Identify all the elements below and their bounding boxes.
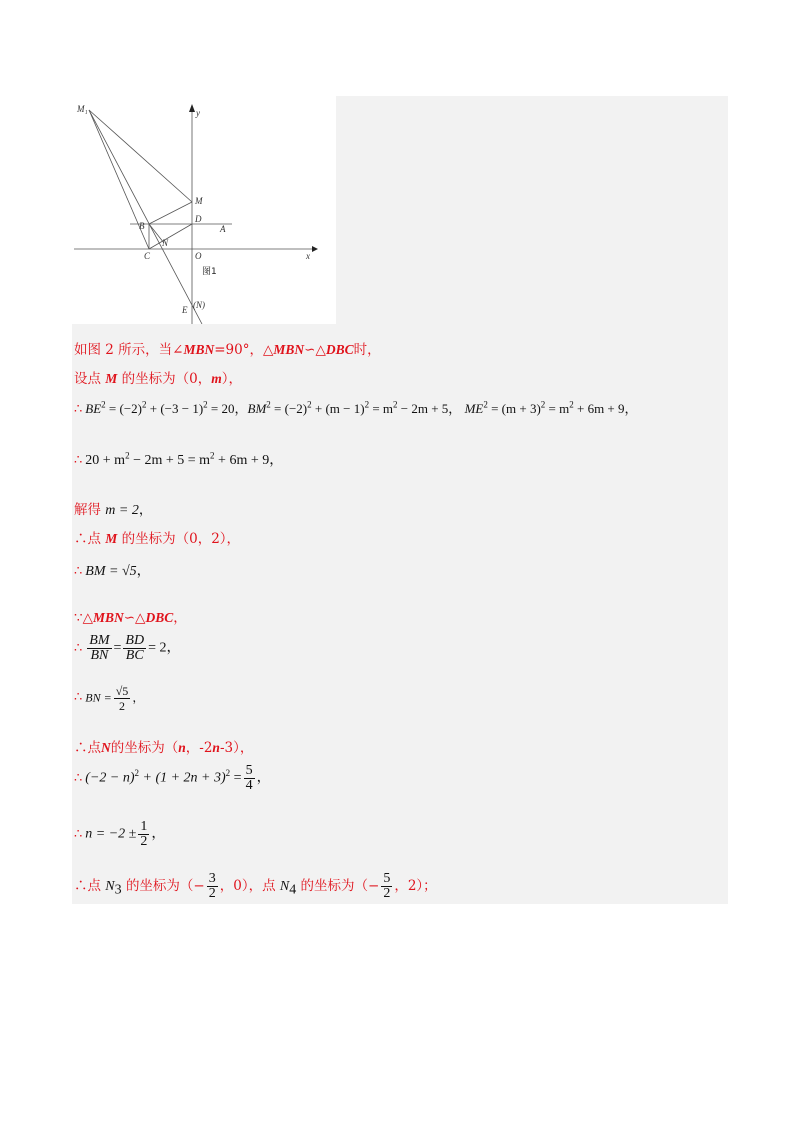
line-1	[74, 338, 381, 358]
text: ∽△	[123, 610, 146, 626]
sup: 2	[125, 450, 130, 461]
x-axis-arrow	[312, 246, 318, 252]
line-6	[74, 527, 240, 547]
subscript: 3	[114, 882, 122, 898]
line-14	[74, 872, 437, 901]
line-10	[74, 684, 144, 713]
text: ∴点	[74, 531, 101, 547]
math: = m	[548, 401, 570, 416]
math: BM	[247, 401, 267, 416]
label-n: N	[162, 238, 169, 248]
sup: 2	[101, 399, 106, 410]
numerator: 5	[245, 763, 253, 778]
math: + 6m + 9	[218, 453, 270, 468]
label-e: E	[182, 305, 188, 315]
fraction-sqrt5-2	[114, 684, 131, 713]
sup: 2	[393, 399, 398, 410]
var: n	[178, 740, 186, 755]
numerator: 1	[140, 819, 148, 834]
text: 的坐标为（0，2），	[121, 531, 241, 547]
math: 20 + m	[85, 453, 126, 468]
text: 的坐标为（	[110, 740, 179, 756]
text: ，	[173, 610, 187, 626]
line-12	[74, 764, 271, 793]
text: ，-2	[185, 740, 213, 756]
figure-caption: 图1	[202, 267, 217, 277]
var: MBN	[92, 610, 124, 625]
numerator: 5	[383, 871, 391, 886]
segment-m1m	[89, 110, 192, 202]
label-c: C	[144, 251, 151, 261]
comma: ，	[166, 640, 181, 656]
math: − 2m + 5	[400, 401, 449, 416]
denominator: 2	[119, 699, 126, 713]
therefore-symbol: ∴	[74, 452, 83, 467]
text: 如图 2 所示，当∠	[74, 342, 184, 358]
comma: ，	[136, 564, 151, 579]
text: ，0），点	[219, 878, 276, 894]
y-axis-arrow	[189, 104, 195, 112]
sup: 2	[134, 768, 139, 779]
var: N	[101, 740, 111, 755]
var: N	[105, 879, 115, 894]
sup: 2	[364, 399, 370, 410]
var: DBC	[325, 342, 354, 357]
math: = (−2)	[108, 401, 142, 416]
label-d: D	[195, 214, 202, 224]
text: ∵△	[74, 610, 93, 626]
numerator: BD	[125, 633, 145, 648]
coordinate-figure	[72, 96, 336, 324]
comma: ，	[624, 401, 638, 416]
var: n	[212, 740, 220, 755]
var: MBN	[183, 342, 215, 357]
math: = m	[372, 401, 394, 416]
therefore-symbol: ∴	[74, 639, 83, 655]
math: = (m + 3)	[491, 401, 541, 416]
label-x: x	[306, 251, 310, 261]
fraction-1-2	[138, 820, 149, 849]
therefore-symbol: ∴	[74, 563, 83, 578]
sup: 2	[266, 399, 271, 410]
var: M	[105, 531, 118, 546]
sup: 2	[142, 399, 147, 410]
text: 设点	[74, 371, 101, 387]
fraction-5-2	[381, 872, 392, 901]
denominator: BN	[90, 648, 109, 663]
text: ∴点	[74, 878, 101, 894]
comma: ，	[234, 401, 248, 416]
line-9	[74, 634, 180, 663]
var: N	[279, 879, 290, 894]
fraction-5-4	[244, 764, 255, 793]
sup: 2	[225, 768, 231, 779]
text: ），	[221, 371, 242, 387]
text: =90°，△	[214, 342, 274, 358]
text: ∽△	[304, 342, 326, 358]
therefore-symbol: ∴	[74, 769, 83, 785]
text: 解得	[74, 502, 101, 518]
text: ，2）；	[394, 878, 437, 894]
therefore-symbol: ∴	[74, 689, 83, 705]
text: 时，	[353, 342, 381, 358]
math: + (1 + 2n + 3)	[142, 770, 226, 786]
line-13	[74, 820, 165, 849]
therefore-symbol: ∴	[74, 825, 83, 841]
label-y: y	[196, 108, 200, 118]
var: m	[211, 371, 222, 386]
segment-bm	[149, 202, 192, 224]
fraction-bd-bc	[123, 634, 146, 663]
figure-svg	[72, 96, 336, 324]
denominator: 2	[383, 886, 391, 901]
fraction-3-2	[207, 872, 218, 901]
var: DBC	[145, 610, 174, 625]
line-2	[74, 367, 242, 387]
label-o: O	[195, 251, 202, 261]
math: BN =	[85, 690, 112, 705]
line-8	[74, 606, 187, 626]
text: 的坐标为（−	[300, 878, 380, 894]
numerator: 3	[208, 871, 216, 886]
label-b: B	[139, 221, 145, 231]
text: 的坐标为（0，	[121, 371, 212, 387]
math: + (m − 1)	[314, 401, 365, 416]
denominator: BC	[125, 648, 144, 663]
text: ∴点	[74, 740, 101, 756]
text: -3），	[219, 740, 254, 756]
math: − 2m + 5 = m	[133, 453, 211, 468]
sup: 2	[203, 399, 208, 410]
line-7	[74, 560, 151, 580]
denominator: 2	[140, 834, 148, 849]
math: + 6m + 9	[576, 401, 625, 416]
sup: 2	[307, 399, 312, 410]
math: (−2 − n)	[85, 770, 135, 786]
line-5	[74, 498, 152, 519]
label-n-paren: (N)	[193, 300, 205, 310]
math: =	[113, 640, 122, 656]
comma: ，	[138, 502, 153, 518]
math: BE	[85, 401, 102, 416]
fraction-bm-bn	[87, 634, 111, 663]
therefore-symbol: ∴	[74, 401, 83, 416]
comma: ，	[448, 401, 462, 416]
sup: 2	[483, 399, 488, 410]
math: = (−2)	[274, 401, 308, 416]
var: M	[105, 371, 118, 386]
math: = 2	[148, 640, 167, 656]
comma: ，	[256, 770, 271, 786]
label-m1: M₁	[77, 104, 88, 114]
line-3	[74, 398, 638, 417]
var: MBN	[273, 342, 305, 357]
subscript: 4	[289, 882, 297, 898]
comma: ，	[132, 690, 145, 705]
math: ME	[464, 401, 484, 416]
line-4	[74, 449, 283, 469]
sup: 2	[540, 399, 546, 410]
numerator: √5	[115, 684, 129, 698]
comma: ，	[151, 826, 166, 842]
sup: 2	[569, 399, 574, 410]
denominator: 2	[208, 886, 216, 901]
math: + (−3 − 1)	[149, 401, 204, 416]
math: n = −2 ±	[85, 826, 137, 842]
math: = 20	[210, 401, 235, 416]
comma: ，	[269, 453, 284, 468]
math: =	[233, 770, 242, 786]
label-m: M	[195, 196, 203, 206]
line-11	[74, 736, 253, 756]
numerator: BM	[89, 633, 110, 648]
segment-m1e	[89, 110, 202, 324]
denominator: 4	[245, 778, 253, 793]
sup: 2	[210, 450, 215, 461]
math: BM = √5	[85, 564, 137, 579]
text: 的坐标为（−	[125, 878, 205, 894]
label-a: A	[220, 224, 226, 234]
math: m = 2	[105, 503, 139, 518]
